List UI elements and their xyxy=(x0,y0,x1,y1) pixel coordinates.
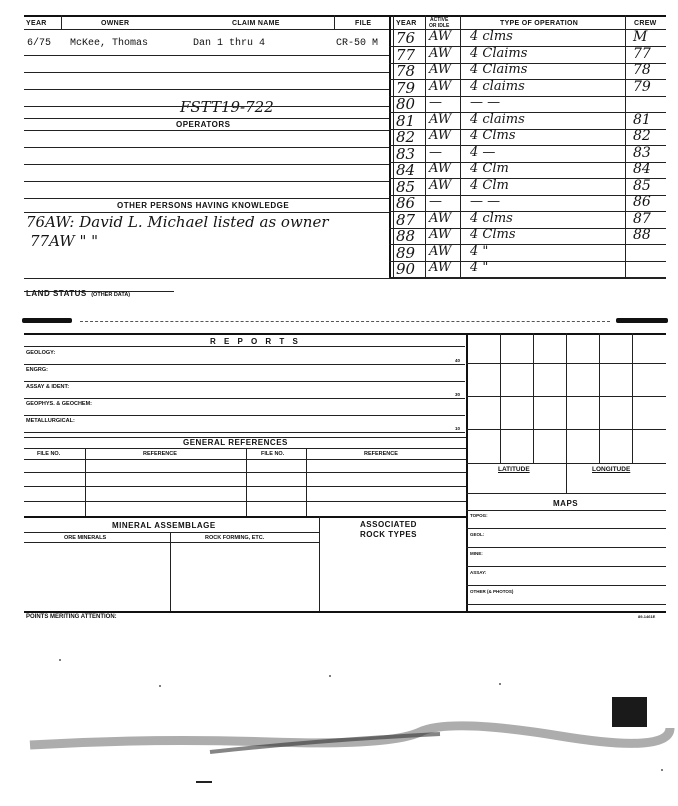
operation-type: 4 Claims xyxy=(470,62,528,77)
claim-date: 6/75 xyxy=(27,38,52,49)
operation-year: 87 xyxy=(396,210,416,229)
ref-header-file-no-1: FILE NO. xyxy=(37,451,61,457)
grid-row xyxy=(466,363,666,364)
operation-year: 81 xyxy=(396,111,416,130)
claim-file-note: FSTT19-722 xyxy=(180,98,274,116)
header-file: FILE xyxy=(355,20,372,27)
upper-bottom-rule xyxy=(24,278,666,279)
operation-crew: 79 xyxy=(633,78,651,95)
report-rule xyxy=(24,364,465,365)
map-rule xyxy=(466,604,666,605)
maps-heading: MAPS xyxy=(553,499,579,508)
operation-crew: 83 xyxy=(633,144,651,161)
header-year: YEAR xyxy=(26,20,47,27)
ref-col xyxy=(246,448,247,516)
mineral-rule xyxy=(24,542,319,543)
references-rule xyxy=(24,501,466,502)
operation-crew: 85 xyxy=(633,177,651,194)
scan-dark-block xyxy=(612,697,647,727)
mineral-col xyxy=(319,516,320,612)
references-rule xyxy=(24,459,466,460)
grid-col xyxy=(566,333,567,493)
map-rule xyxy=(466,547,666,548)
operation-type: 4 Clms xyxy=(470,227,516,242)
operation-crew: 82 xyxy=(633,128,651,144)
operation-type: 4 clms xyxy=(470,210,513,226)
operation-status: AW xyxy=(429,128,452,143)
operation-year: 88 xyxy=(396,227,416,245)
report-label: ENGRG: xyxy=(26,367,48,373)
coords-bottom-rule xyxy=(466,493,666,494)
claim-file: CR-50 M xyxy=(336,38,379,49)
operation-crew: 87 xyxy=(633,210,651,227)
operation-year: 84 xyxy=(396,161,416,179)
header-owner: OWNER xyxy=(101,20,130,27)
ops-crew-sep xyxy=(625,15,626,278)
operation-status: AW xyxy=(429,29,452,44)
general-references-heading: GENERAL REFERENCES xyxy=(183,438,288,447)
report-label: GEOLOGY: xyxy=(26,350,56,356)
operation-crew: 88 xyxy=(633,227,651,243)
operation-year: 76 xyxy=(396,29,416,47)
land-status-sub: (OTHER DATA) xyxy=(91,292,131,298)
operation-status: AW xyxy=(429,111,452,127)
ops-status-sep xyxy=(460,15,461,278)
operation-year: 86 xyxy=(396,194,416,212)
report-label: ASSAY & IDENT: xyxy=(26,384,70,390)
ore-minerals-header: ORE MINERALS xyxy=(64,535,107,541)
operators-rule xyxy=(24,147,389,148)
map-rule xyxy=(466,528,666,529)
report-rule xyxy=(24,398,465,399)
map-rule xyxy=(466,566,666,567)
operation-type: — — xyxy=(470,194,501,209)
operation-crew: 78 xyxy=(633,62,651,78)
map-rule xyxy=(466,585,666,586)
grid-row xyxy=(466,429,666,430)
grid-row xyxy=(466,463,666,464)
ref-col xyxy=(85,448,86,516)
operation-status: — xyxy=(429,144,442,160)
points-meriting-attention: POINTS MERITING ATTENTION: xyxy=(26,614,117,620)
mineral-assemblage-heading: MINERAL ASSEMBLAGE xyxy=(112,521,216,530)
operation-status: AW xyxy=(429,243,452,259)
owner-rule xyxy=(24,106,389,107)
claim-owner: McKee, Thomas xyxy=(70,38,149,49)
report-number: 40 xyxy=(455,358,461,363)
reports-rule xyxy=(24,346,465,347)
operators-rule xyxy=(24,130,389,131)
grid-col xyxy=(500,333,501,463)
ref-col xyxy=(306,448,307,516)
map-label: OTHER (& PHOTOS) xyxy=(470,589,514,594)
longitude-label: LONGITUDE xyxy=(592,466,631,473)
operation-status: AW xyxy=(429,161,452,176)
scan-smudge xyxy=(0,640,678,806)
operation-crew: 77 xyxy=(633,45,651,62)
operation-type: — — xyxy=(470,95,501,110)
header-type-of-operation: TYPE OF OPERATION xyxy=(500,20,579,27)
operation-year: 83 xyxy=(396,144,416,163)
scan-mark-left xyxy=(22,318,72,323)
mineral-top-rule xyxy=(24,516,466,518)
map-label: ASSAY: xyxy=(470,570,487,575)
bottom-rule xyxy=(24,611,666,613)
rock-forming-header: ROCK FORMING, ETC. xyxy=(205,535,265,541)
associated-heading: ASSOCIATED xyxy=(360,520,417,529)
land-status-label xyxy=(26,283,130,301)
operation-status: AW xyxy=(429,177,452,193)
maps-rule xyxy=(466,510,666,511)
operation-type: 4 " xyxy=(470,260,489,275)
grid-col xyxy=(632,333,633,463)
operation-status: AW xyxy=(429,62,452,77)
references-rule xyxy=(24,448,466,449)
land-status-dashed xyxy=(80,321,610,322)
operation-crew: 84 xyxy=(633,161,651,177)
map-label: GEOL: xyxy=(470,532,485,537)
land-status-heading: LAND STATUS xyxy=(26,289,87,298)
owner-rule xyxy=(24,89,389,90)
operation-status: AW xyxy=(429,227,452,242)
operation-year: 85 xyxy=(396,177,416,196)
ref-header-file-no-2: FILE NO. xyxy=(261,451,285,457)
report-label: METALLURGICAL: xyxy=(26,418,75,424)
mineral-rule xyxy=(24,532,319,533)
col-sep xyxy=(334,15,335,29)
operation-crew: 86 xyxy=(633,194,651,210)
operation-status: — xyxy=(429,95,442,110)
operation-type: 4 clms xyxy=(470,29,513,44)
scan-mark-right xyxy=(616,318,668,323)
reports-heading: R E P O R T S xyxy=(210,337,301,346)
operation-status: AW xyxy=(429,45,452,61)
scan-streak xyxy=(30,726,670,745)
operators-rule xyxy=(24,198,389,199)
operation-crew: M xyxy=(633,29,648,45)
header-top-rule xyxy=(24,15,666,17)
operation-year: 80 xyxy=(396,95,416,113)
operators-heading: OPERATORS xyxy=(176,120,231,129)
mineral-col xyxy=(170,532,171,612)
report-number: 10 xyxy=(455,426,461,431)
operation-year: 79 xyxy=(396,78,416,97)
operation-type: 4 claims xyxy=(470,78,525,94)
operation-year: 82 xyxy=(396,128,416,146)
scan-dot xyxy=(661,769,663,771)
scan-dot xyxy=(499,683,501,685)
right-block-border xyxy=(466,333,468,612)
land-status-underline xyxy=(24,291,174,292)
operation-year: 89 xyxy=(396,243,416,262)
operation-status: — xyxy=(429,194,442,209)
operation-type: 4 " xyxy=(470,243,489,259)
scan-dot xyxy=(159,685,161,687)
scan-dot xyxy=(329,675,331,677)
map-label: TOPOG: xyxy=(470,513,488,518)
header-crew: CREW xyxy=(634,20,657,27)
ref-header-reference-2: REFERENCE xyxy=(364,451,398,457)
ops-left-border xyxy=(389,15,391,278)
report-rule xyxy=(24,415,465,416)
operators-top-rule xyxy=(24,118,389,119)
col-sep xyxy=(61,15,62,29)
operation-type: 4 — xyxy=(470,144,496,160)
other-persons-note-2: 77AW " " xyxy=(30,232,99,250)
owner-rule xyxy=(24,72,389,73)
owner-rule xyxy=(24,55,389,56)
ops-left-border-inner xyxy=(393,15,394,278)
scan-dot xyxy=(59,659,61,661)
reports-top-rule xyxy=(24,333,666,335)
operation-type: 4 Claims xyxy=(470,45,528,61)
other-persons-note-1: 76AW: David L. Michael listed as owner xyxy=(26,213,329,231)
ref-header-reference-1: REFERENCE xyxy=(143,451,177,457)
report-number: 30 xyxy=(455,392,461,397)
operators-rule xyxy=(24,181,389,182)
operation-type: 4 Clm xyxy=(470,161,509,176)
operation-type: 4 Clms xyxy=(470,128,516,143)
operation-status: AW xyxy=(429,210,452,226)
operation-type: 4 Clm xyxy=(470,177,509,193)
operation-year: 77 xyxy=(396,45,416,64)
grid-row xyxy=(466,396,666,397)
operation-year: 90 xyxy=(396,260,416,278)
rock-types-heading: ROCK TYPES xyxy=(360,530,418,539)
references-rule xyxy=(24,472,466,473)
operation-year: 78 xyxy=(396,62,416,80)
ops-year-sep xyxy=(425,15,426,278)
report-label: GEOPHYS. & GEOCHEM: xyxy=(26,401,93,407)
header-bottom-rule xyxy=(24,29,666,30)
header-or-idle: OR IDLE xyxy=(429,23,450,29)
grid-col xyxy=(533,333,534,463)
operation-crew: 81 xyxy=(633,111,651,128)
header-year-ops: YEAR xyxy=(396,20,417,27)
operation-type: 4 claims xyxy=(470,111,525,127)
operation-status: AW xyxy=(429,78,452,94)
operation-status: AW xyxy=(429,260,452,275)
report-rule xyxy=(24,432,465,433)
other-persons-heading: OTHER PERSONS HAVING KNOWLEDGE xyxy=(117,201,290,210)
report-rule xyxy=(24,381,465,382)
grid-col xyxy=(599,333,600,463)
header-active: ACTIVE xyxy=(430,17,449,23)
references-rule xyxy=(24,486,466,487)
header-claim-name: CLAIM NAME xyxy=(232,20,280,27)
map-label: MINE: xyxy=(470,551,483,556)
latitude-label: LATITUDE xyxy=(498,466,530,473)
operators-rule xyxy=(24,164,389,165)
form-number: 89-1461E xyxy=(638,614,656,619)
claim-name: Dan 1 thru 4 xyxy=(193,38,266,49)
